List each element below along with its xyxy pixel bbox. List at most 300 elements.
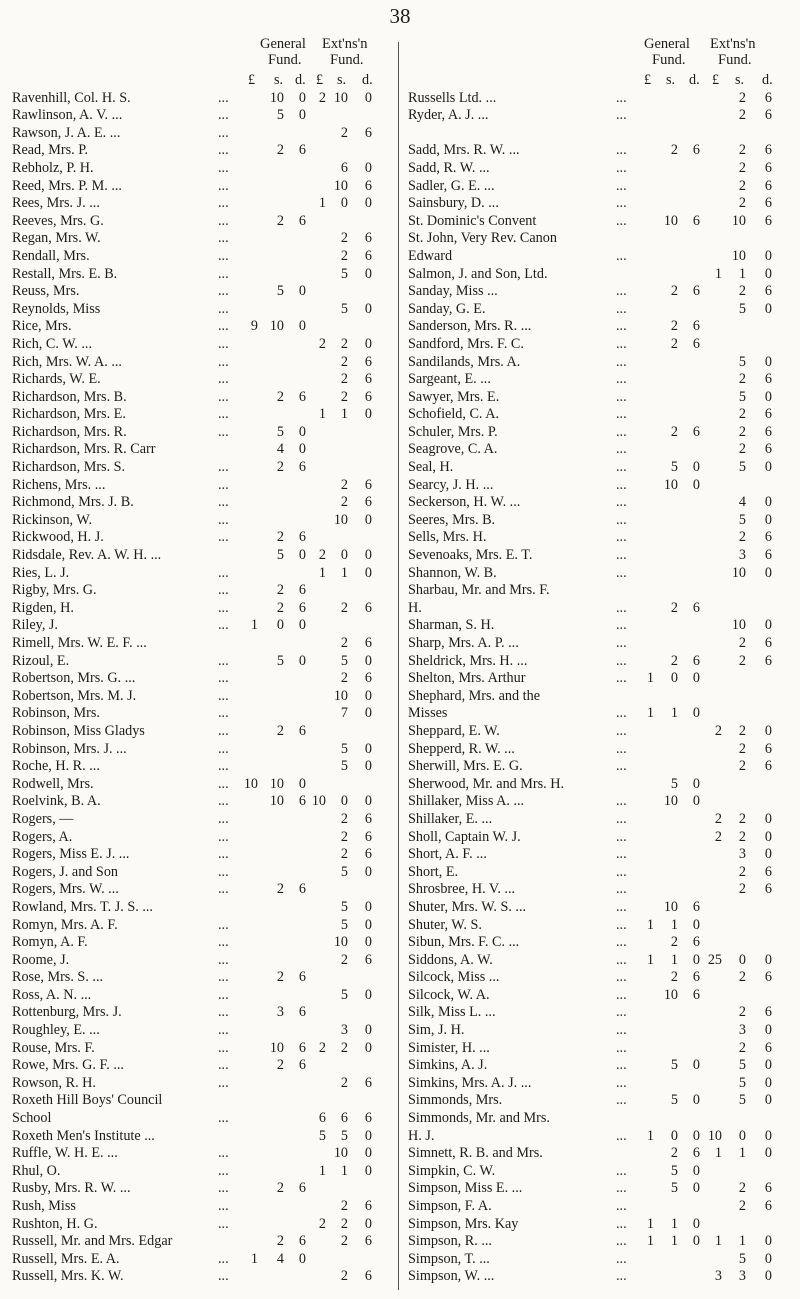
subscriber-name: Rickwood, H. J. [12,529,104,546]
subscriber-row [408,1022,796,1040]
leader-dots: ... [616,195,627,212]
subscriber-name: Romyn, A. F. [12,934,88,951]
extension-fund-pence: 6 [364,371,372,388]
extension-fund-shillings: 2 [738,969,746,986]
subscriber-row [12,1163,392,1181]
subscriber-row [408,917,796,935]
extension-fund-pence: 0 [364,511,372,528]
subscriber-row [12,1022,392,1040]
leader-dots: ... [218,529,229,546]
extension-fund-pence: 6 [764,740,772,757]
subscriber-name: Robinson, Miss Gladys [12,722,145,739]
subscriber-row [12,283,392,301]
leader-dots: ... [616,934,627,951]
extension-fund-pounds: 2 [714,810,722,827]
subscriber-name: Reynolds, Miss [12,300,101,317]
subscriber-row [12,107,392,125]
leader-dots: ... [218,195,229,212]
extension-fund-shillings: 5 [340,863,348,880]
extension-fund-pence: 6 [364,1233,372,1250]
general-fund-pence: 0 [298,1250,306,1267]
subscriber-row [408,776,796,794]
subscriber-row [408,107,796,125]
general-fund-pence: 6 [298,212,306,229]
leader-dots: ... [616,318,627,335]
leader-dots: ... [218,617,229,634]
subscriber-row [408,829,796,847]
leader-dots: ... [616,670,627,687]
subscriber-row [408,142,796,160]
subscriber-name: Richardson, Mrs. S. [12,459,126,476]
leader-dots: ... [218,318,229,335]
right-column-header [408,36,796,72]
subscriber-row [12,846,392,864]
subscriber-name: Sells, Mrs. H. [408,529,487,546]
extension-fund-pence: 6 [764,1004,772,1021]
leader-dots: ... [218,247,229,264]
subscriber-name: Seckerson, H. W. ... [408,494,521,511]
extension-fund-heading: Ext'ns'n [322,36,368,52]
general-fund-shillings: 2 [276,881,284,898]
subscriber-name: Richens, Mrs. ... [12,476,106,493]
extension-fund-shillings: 2 [738,881,746,898]
general-fund-shillings: 0 [670,670,678,687]
subscriber-row [12,829,392,847]
subscriber-name: Sainsbury, D. ... [408,195,499,212]
leader-dots: ... [616,1004,627,1021]
subscriber-name: Shephard, Mrs. and the [408,687,540,704]
subscriber-name: Sadd, R. W. ... [408,159,490,176]
leader-dots: ... [616,353,627,370]
extension-fund-shillings: 2 [738,529,746,546]
general-fund-shillings: 1 [670,951,678,968]
subscriber-name: Searcy, J. H. ... [408,476,494,493]
leader-dots: ... [616,459,627,476]
subscriber-name: Restall, Mrs. E. B. [12,265,118,282]
subscriber-name: Short, E. [408,863,459,880]
subscriber-row [408,1216,796,1234]
subscriber-row [408,969,796,987]
extension-fund-shillings: 5 [340,300,348,317]
extension-fund-shillings: 6 [340,1110,348,1127]
general-fund-pence: 0 [298,652,306,669]
subscriber-name: Seal, H. [408,459,454,476]
subscriber-row [408,318,796,336]
leader-dots: ... [616,898,627,915]
unit-pence: d. [295,72,306,88]
extension-fund-pence: 6 [364,476,372,493]
extension-fund-pence: 6 [364,1074,372,1091]
left-column [12,36,392,1286]
subscriber-name: Rottenburg, Mrs. J. [12,1004,122,1021]
extension-fund-shillings: 1 [738,1233,746,1250]
subscriber-row [408,1110,796,1128]
subscriber-row [12,741,392,759]
leader-dots: ... [218,388,229,405]
extension-fund-pounds: 6 [318,1110,326,1127]
subscriber-name: Rodwell, Mrs. [12,775,94,792]
leader-dots: ... [616,1074,627,1091]
general-fund-shillings: 2 [670,934,678,951]
subscriber-row [408,1145,796,1163]
subscriber-name: Russell, Mrs. E. A. [12,1250,120,1267]
subscriber-name: Sherwood, Mr. and Mrs. H. [408,775,565,792]
subscriber-row [12,142,392,160]
general-fund-shillings: 5 [276,423,284,440]
leader-dots: ... [218,846,229,863]
leader-dots: ... [616,951,627,968]
subscriber-row [12,441,392,459]
leader-dots: ... [218,511,229,528]
units-row [408,72,796,90]
subscriber-row [12,811,392,829]
subscriber-row [408,1092,796,1110]
subscriber-name: Richards, W. E. [12,371,101,388]
extension-fund-pence: 6 [764,881,772,898]
general-fund-shillings: 2 [670,599,678,616]
general-fund-shillings: 2 [276,599,284,616]
leader-dots: ... [218,582,229,599]
extension-fund-pence: 0 [364,898,372,915]
extension-fund-shillings: 2 [340,388,348,405]
leader-dots: ... [218,722,229,739]
subscriber-row [12,635,392,653]
general-fund-pence: 6 [298,459,306,476]
subscriber-name: Misses [408,705,448,722]
extension-fund-shillings: 3 [738,547,746,564]
leader-dots: ... [218,1057,229,1074]
general-fund-shillings: 2 [276,1233,284,1250]
subscriber-name: Silk, Miss L. ... [408,1004,496,1021]
extension-fund-pence: 0 [764,617,772,634]
leader-dots: ... [616,1198,627,1214]
extension-fund-shillings: 2 [340,810,348,827]
leader-dots: ... [218,969,229,986]
unit-pounds: £ [248,72,256,88]
subscriber-row [12,195,392,213]
subscriber-name: Roelvink, B. A. [12,793,101,810]
leader-dots: ... [616,159,627,176]
extension-fund-pence: 6 [364,177,372,194]
general-fund-pence: 0 [298,441,306,458]
leader-dots: ... [218,810,229,827]
extension-fund-pence: 6 [364,951,372,968]
leader-dots: ... [218,459,229,476]
leader-dots: ... [616,758,627,775]
subscriber-row [12,1180,392,1198]
extension-fund-heading: Ext'ns'n [710,36,756,52]
subscriber-row [408,424,796,442]
general-fund-shillings: 2 [670,1145,678,1162]
general-fund-heading: General [260,36,306,52]
subscriber-row [408,248,796,266]
extension-fund-pence: 0 [764,1127,772,1144]
extension-fund-pence: 0 [764,951,772,968]
extension-fund-shillings: 10 [333,687,348,704]
leader-dots: ... [218,1145,229,1162]
subscriber-row [12,459,392,477]
extension-fund-pence: 6 [764,969,772,986]
extension-fund-pence: 0 [764,722,772,739]
leader-dots: ... [218,705,229,722]
extension-fund-shillings: 2 [340,247,348,264]
extension-fund-shillings: 2 [738,406,746,423]
subscriber-row [12,178,392,196]
general-fund-shillings: 5 [670,1057,678,1074]
extension-fund-pence: 6 [764,1180,772,1197]
general-fund-pence: 6 [692,423,700,440]
extension-fund-pence: 6 [764,441,772,458]
extension-fund-pounds: 1 [714,1145,722,1162]
extension-fund-pence: 6 [764,529,772,546]
leader-dots: ... [616,617,627,634]
subscriber-name: Sibun, Mrs. F. C. ... [408,934,520,951]
extension-fund-pence: 0 [364,265,372,282]
general-fund-pence: 6 [298,599,306,616]
subscriber-name: Sadd, Mrs. R. W. ... [408,142,520,159]
subscriber-name: Sandilands, Mrs. A. [408,353,521,370]
general-fund-shillings: 2 [670,969,678,986]
leader-dots: ... [616,810,627,827]
general-fund-shillings: 2 [276,1180,284,1197]
general-fund-pence: 0 [692,705,700,722]
extension-fund-pence: 0 [364,652,372,669]
leader-dots: ... [616,1250,627,1267]
subscriber-name: Silcock, Miss ... [408,969,500,986]
subscriber-row [12,688,392,706]
extension-fund-pounds: 2 [318,1215,326,1232]
leader-dots: ... [218,1162,229,1179]
subscriber-row [12,617,392,635]
leader-dots: ... [616,916,627,933]
units-row [12,72,392,90]
extension-fund-pence: 0 [364,863,372,880]
extension-fund-pence: 6 [364,230,372,247]
extension-fund-pounds: 5 [318,1127,326,1144]
general-fund-shillings: 2 [276,722,284,739]
general-fund-shillings: 2 [276,582,284,599]
subscriber-row [12,987,392,1005]
leader-dots: ... [218,335,229,352]
subscriber-name: Rendall, Mrs. [12,247,90,264]
extension-fund-pounds: 3 [714,1268,722,1285]
extension-fund-shillings: 0 [340,195,348,212]
leader-dots: ... [218,986,229,1003]
subscriber-name: Schuler, Mrs. P. [408,423,498,440]
extension-fund-pounds: 1 [318,564,326,581]
extension-fund-shillings: 3 [738,1022,746,1039]
subscriber-name: Shrosbree, H. V. ... [408,881,516,898]
extension-fund-pence: 6 [364,388,372,405]
subscriber-name: Ruffle, W. H. E. ... [12,1145,118,1162]
leader-dots: ... [616,1162,627,1179]
general-fund-shillings: 10 [269,89,284,106]
subscriber-name: Sharbau, Mr. and Mrs. F. [408,582,550,599]
extension-fund-shillings: 0 [340,793,348,810]
extension-fund-pence: 6 [364,846,372,863]
general-fund-heading: General [644,36,690,52]
extension-fund-pence: 0 [364,300,372,317]
extension-fund-shillings: 0 [738,951,746,968]
leader-dots: ... [218,758,229,775]
subscriber-name: Rouse, Mrs. F. [12,1039,95,1056]
extension-fund-pence: 0 [764,511,772,528]
extension-fund-pence: 0 [764,265,772,282]
extension-fund-pounds: 1 [318,1162,326,1179]
extension-fund-shillings: 2 [340,635,348,651]
extension-fund-shillings: 2 [340,1268,348,1285]
subscriber-row [408,494,796,512]
extension-fund-pence: 0 [364,934,372,951]
extension-fund-pence: 0 [764,247,772,264]
leader-dots: ... [616,793,627,810]
extension-fund-shillings: 2 [340,1233,348,1250]
general-fund-pence: 6 [298,722,306,739]
leader-dots: ... [616,863,627,880]
general-fund-pence: 6 [692,1145,700,1162]
extension-fund-shillings: 10 [731,247,746,264]
leader-dots: ... [616,441,627,458]
subscriber-name: Rizoul, E. [12,652,70,669]
general-fund-shillings: 5 [670,1092,678,1109]
subscriber-name: Rigden, H. [12,599,74,616]
subscriber-row [12,600,392,618]
subscriber-row [12,266,392,284]
extension-fund-pounds: 1 [714,1233,722,1250]
subscriber-name: Shillaker, E. ... [408,810,493,827]
subscriber-name: Reed, Mrs. P. M. ... [12,177,122,194]
subscriber-row [408,266,796,284]
general-fund-pence: 6 [692,283,700,300]
subscriber-name: Rowland, Mrs. T. J. S. ... [12,898,153,915]
unit-shillings: s. [337,72,347,88]
subscriber-name: Shuter, W. S. [408,916,482,933]
extension-fund-pence: 0 [364,195,372,212]
extension-fund-pence: 6 [764,635,772,651]
subscriber-name: Shuter, Mrs. W. S. ... [408,898,527,915]
leader-dots: ... [616,740,627,757]
extension-fund-shillings: 2 [738,177,746,194]
extension-fund-pounds: 2 [318,547,326,564]
general-fund-shillings: 5 [670,459,678,476]
subscriber-name: Rice, Mrs. [12,318,72,335]
extension-fund-pence: 0 [764,494,772,511]
extension-fund-pence: 0 [364,1022,372,1039]
extension-fund-shillings: 5 [340,1127,348,1144]
subscriber-name: Simmonds, Mrs. [408,1092,503,1109]
extension-fund-pence: 0 [364,986,372,1003]
subscriber-name: Romyn, Mrs. A. F. [12,916,118,933]
subscriber-name: Simkins, Mrs. A. J. ... [408,1074,532,1091]
subscriber-row [12,1004,392,1022]
general-fund-shillings: 10 [663,476,678,493]
extension-fund-pence: 0 [364,916,372,933]
extension-fund-shillings: 2 [738,828,746,845]
extension-fund-shillings: 10 [333,89,348,106]
subscriber-name: Ridsdale, Rev. A. W. H. ... [12,547,162,564]
subscriber-row [12,793,392,811]
general-fund-shillings: 5 [670,1180,678,1197]
leader-dots: ... [218,476,229,493]
general-fund-shillings: 10 [269,775,284,792]
column-divider [398,42,399,1290]
extension-fund-shillings: 5 [340,916,348,933]
general-fund-pounds: 1 [646,1233,654,1250]
general-fund-shillings: 5 [276,283,284,300]
leader-dots: ... [218,406,229,423]
general-fund-pence: 6 [692,969,700,986]
leader-dots: ... [616,1092,627,1109]
subscriber-name: Sheppard, E. W. [408,722,500,739]
extension-fund-shillings: 3 [738,1268,746,1285]
leader-dots: ... [616,283,627,300]
subscriber-name: Rusby, Mrs. R. W. ... [12,1180,131,1197]
general-fund-pence: 6 [692,898,700,915]
extension-fund-shillings: 2 [738,722,746,739]
leader-dots: ... [218,1198,229,1214]
general-fund-pounds: 1 [646,1215,654,1232]
extension-fund-pence: 6 [364,828,372,845]
leader-dots: ... [218,863,229,880]
subscriber-row [12,1075,392,1093]
extension-fund-shillings: 2 [738,1004,746,1021]
extension-fund-pence: 0 [764,459,772,476]
extension-fund-pence: 0 [364,159,372,176]
extension-fund-shillings: 2 [340,353,348,370]
subscriber-name: Rogers, J. and Son [12,863,119,880]
extension-fund-shillings: 3 [738,846,746,863]
extension-fund-pence: 0 [764,1057,772,1074]
general-fund-shillings: 2 [670,423,678,440]
subscriber-row [408,389,796,407]
extension-fund-shillings: 2 [738,1039,746,1056]
subscriber-row [12,494,392,512]
subscriber-row [408,1004,796,1022]
extension-fund-pence: 6 [764,547,772,564]
extension-fund-shillings: 2 [340,494,348,511]
extension-fund-pounds: 1 [318,406,326,423]
general-fund-shillings: 2 [670,283,678,300]
extension-fund-pence: 0 [764,1022,772,1039]
extension-fund-shillings: 2 [738,195,746,212]
subscriber-row [408,371,796,389]
leader-dots: ... [616,247,627,264]
extension-fund-shillings: 1 [340,1162,348,1179]
general-fund-shillings: 2 [276,529,284,546]
leader-dots: ... [616,1022,627,1039]
general-fund-pence: 0 [692,1180,700,1197]
subscriber-name: Ries, L. J. [12,564,70,581]
extension-fund-pence: 6 [764,371,772,388]
subscriber-name: Simpson, Mrs. Kay [408,1215,519,1232]
subscriber-row [12,582,392,600]
subscriber-row [12,952,392,970]
extension-fund-pence: 0 [764,1268,772,1285]
leader-dots: ... [616,212,627,229]
subscriber-name: Rushton, H. G. [12,1215,98,1232]
extension-fund-shillings: 2 [738,142,746,159]
leader-dots: ... [616,142,627,159]
subscriber-row [12,1198,392,1216]
leader-dots: ... [218,828,229,845]
general-fund-pence: 0 [692,1233,700,1250]
leader-dots: ... [218,371,229,388]
leader-dots: ... [616,89,627,106]
leader-dots: ... [218,599,229,616]
subscriber-name: Simister, H. ... [408,1039,490,1056]
leader-dots: ... [616,511,627,528]
subscriber-name: Reuss, Mrs. [12,283,80,300]
